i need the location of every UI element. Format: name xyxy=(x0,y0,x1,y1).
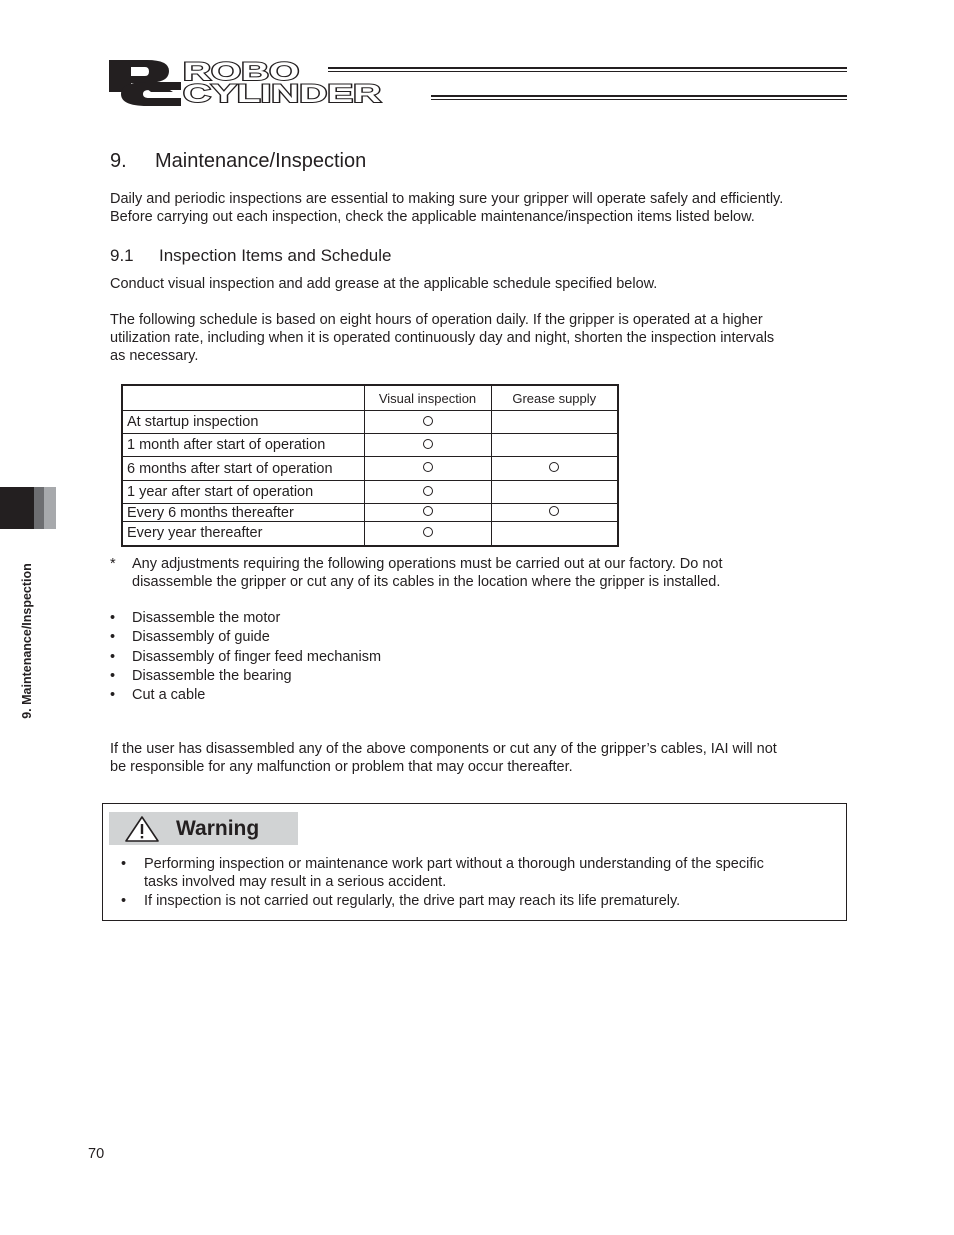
warning-bullet: • xyxy=(121,893,127,909)
bullet-dot: • xyxy=(110,648,116,665)
row-label: 6 months after start of operation xyxy=(122,457,364,481)
note-line-2: disassemble the gripper or cut any of its cables in the location where the gripper is installed. xyxy=(132,574,721,590)
grease-cell xyxy=(491,504,618,522)
note-line-1: Any adjustments requiring the following operations must be carried out at our factory. Do not xyxy=(132,556,723,572)
visual-cell xyxy=(364,522,491,546)
schedule-para-line-1: The following schedule is based on eight hours of operation daily. If the gripper is operated at a higher xyxy=(110,312,763,328)
list-item-text: Cut a cable xyxy=(132,687,206,704)
list-item-text: Disassembly of guide xyxy=(132,629,270,646)
table-header-visual: Visual inspection xyxy=(364,385,491,411)
visual-cell xyxy=(364,504,491,522)
check-circle-icon xyxy=(423,486,433,496)
check-circle-icon xyxy=(549,506,559,516)
grease-cell xyxy=(491,434,618,457)
warning-triangle-icon xyxy=(124,815,160,843)
table-row xyxy=(122,457,618,481)
list-item-text: Disassemble the bearing xyxy=(132,667,292,684)
grease-cell xyxy=(491,411,618,434)
subsection-title: Inspection Items and Schedule xyxy=(159,246,392,265)
row-label: 1 month after start of operation xyxy=(122,434,364,457)
logo-word-cylinder: CYLINDER xyxy=(183,80,382,108)
table-header-row xyxy=(122,385,618,411)
table-row xyxy=(122,481,618,504)
page-number: 70 xyxy=(88,1146,105,1162)
warning-item-2-line-1: If inspection is not carried out regularly, the drive part may reach its life prematurely. xyxy=(144,893,681,909)
check-circle-icon xyxy=(549,462,559,472)
row-label: 1 year after start of operation xyxy=(122,481,364,504)
table-header-blank xyxy=(122,385,364,411)
list-item-text: Disassemble the motor xyxy=(132,610,281,626)
warning-header xyxy=(109,812,298,845)
grease-cell xyxy=(491,457,618,481)
warning-item-1-line-2: tasks involved may result in a serious accident. xyxy=(144,874,447,890)
check-circle-icon xyxy=(423,462,433,472)
warning-item-1-line-1: Performing inspection or maintenance work part without a thorough understanding of the specific xyxy=(144,856,764,872)
row-label: Every 6 months thereafter xyxy=(122,504,364,522)
visual-cell xyxy=(364,434,491,457)
inspection-schedule-table xyxy=(121,384,619,547)
note-marker: * xyxy=(110,556,116,572)
list-item-text: Disassembly of finger feed mechanism xyxy=(132,648,382,665)
bullet-dot: • xyxy=(110,629,116,646)
schedule-intro: Conduct visual inspection and add grease at the applicable schedule specified below. xyxy=(110,276,658,292)
grease-cell xyxy=(491,522,618,546)
table-header-grease: Grease supply xyxy=(491,385,618,411)
check-circle-icon xyxy=(423,416,433,426)
bullet-dot: • xyxy=(110,667,116,684)
logo-word-robo: ROBO xyxy=(183,58,300,86)
section-number: 9. xyxy=(110,150,127,172)
schedule-para-line-3: as necessary. xyxy=(110,348,199,364)
table-row xyxy=(122,411,618,434)
visual-cell xyxy=(364,481,491,504)
row-label: At startup inspection xyxy=(122,411,364,434)
rc-logo-mark xyxy=(107,58,183,106)
check-circle-icon xyxy=(423,527,433,537)
section-title: Maintenance/Inspection xyxy=(155,150,367,172)
warning-title: Warning xyxy=(176,817,260,840)
warning-bullet: • xyxy=(121,856,127,872)
check-circle-icon xyxy=(423,506,433,516)
logo-rule-top xyxy=(328,67,847,73)
visual-cell xyxy=(364,457,491,481)
intro-line-1: Daily and periodic inspections are essential to making sure your gripper will operate safely and efficiently. xyxy=(110,191,784,207)
intro-line-2: Before carrying out each inspection, check the applicable maintenance/inspection items listed below. xyxy=(110,209,755,225)
logo-rule-bottom xyxy=(431,95,847,101)
disclaimer-line-1: If the user has disassembled any of the above components or cut any of the gripper’s cables, IAI will not xyxy=(110,741,777,757)
table-row xyxy=(122,504,618,522)
subsection-number: 9.1 xyxy=(110,246,134,265)
table-row xyxy=(122,522,618,546)
table-row xyxy=(122,434,618,457)
bullet-dot: • xyxy=(110,687,116,704)
check-circle-icon xyxy=(423,439,433,449)
row-label: Every year thereafter xyxy=(122,522,364,546)
robo-cylinder-logo xyxy=(107,58,847,108)
disclaimer-line-2: be responsible for any malfunction or problem that may occur thereafter. xyxy=(110,759,573,775)
visual-cell xyxy=(364,411,491,434)
chapter-tab-marker xyxy=(0,487,56,529)
bullet-dot: • xyxy=(110,610,116,626)
schedule-para-line-2: utilization rate, including when it is operated continuously day and night, shorten the inspection intervals xyxy=(110,330,775,346)
grease-cell xyxy=(491,481,618,504)
